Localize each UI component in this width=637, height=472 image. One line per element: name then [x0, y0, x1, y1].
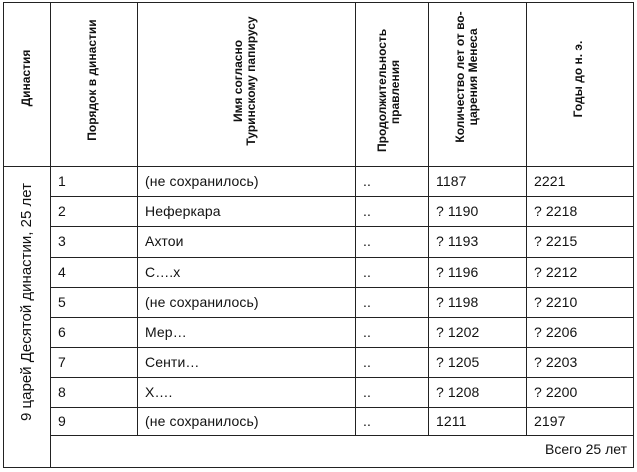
- order-cell: 4: [58, 264, 66, 280]
- years-bc-cell: ? 2203: [534, 354, 578, 370]
- header-duration: Продолжительность правления: [375, 28, 402, 152]
- years-bc-cell: ? 2206: [534, 324, 578, 340]
- years-bc-cell: 2197: [534, 413, 566, 429]
- duration-cell: ..: [363, 173, 371, 189]
- order-cell: 9: [58, 413, 66, 429]
- order-cell: 7: [58, 354, 66, 370]
- header-years-from-menes: Количество лет от во-царения Менеса: [453, 11, 480, 143]
- column-divider: [137, 2, 138, 435]
- header-years-bc: Годы до н. э.: [571, 40, 585, 118]
- dynasty-label: 9 царей Десятой династии, 25 лет: [18, 183, 35, 421]
- column-divider: [526, 2, 527, 435]
- duration-cell: ..: [363, 203, 371, 219]
- name-cell: Ахтои: [145, 233, 184, 249]
- header-name: Имя согласно Туринскому папирусу: [231, 16, 258, 146]
- header-divider: [3, 166, 634, 167]
- order-cell: 3: [58, 233, 66, 249]
- column-divider: [50, 2, 51, 468]
- duration-cell: ..: [363, 233, 371, 249]
- years-from-menes-cell: 1211: [436, 413, 467, 429]
- header-order: Порядок в династии: [85, 19, 99, 141]
- years-from-menes-cell: ? 1202: [436, 324, 480, 340]
- name-cell: (не сохранилось): [145, 294, 259, 310]
- row-divider: [50, 435, 634, 436]
- column-divider: [428, 2, 429, 435]
- years-from-menes-cell: 1187: [436, 173, 467, 189]
- years-bc-cell: ? 2212: [534, 264, 578, 280]
- years-bc-cell: ? 2200: [534, 384, 578, 400]
- years-bc-cell: 2221: [534, 173, 566, 189]
- order-cell: 8: [58, 384, 66, 400]
- name-cell: С….х: [145, 264, 181, 280]
- years-bc-cell: ? 2215: [534, 233, 578, 249]
- name-cell: (не сохранилось): [145, 413, 259, 429]
- order-cell: 2: [58, 203, 66, 219]
- column-divider: [355, 2, 356, 435]
- duration-cell: ..: [363, 324, 371, 340]
- duration-cell: ..: [363, 264, 371, 280]
- header-dynasty: Династия: [19, 49, 33, 107]
- name-cell: Сенти…: [145, 354, 200, 370]
- order-cell: 1: [58, 173, 66, 189]
- order-cell: 5: [58, 294, 66, 310]
- name-cell: Неферкара: [145, 203, 221, 219]
- duration-cell: ..: [363, 413, 371, 429]
- name-cell: (не сохранилось): [145, 173, 259, 189]
- years-from-menes-cell: ? 1190: [436, 203, 479, 219]
- name-cell: Мер…: [145, 324, 187, 340]
- total-label: Всего 25 лет: [545, 441, 627, 457]
- name-cell: Х….: [145, 384, 173, 400]
- years-from-menes-cell: ? 1208: [436, 384, 480, 400]
- order-cell: 6: [58, 324, 66, 340]
- years-from-menes-cell: ? 1196: [436, 264, 479, 280]
- years-from-menes-cell: ? 1198: [436, 294, 479, 310]
- years-bc-cell: ? 2218: [534, 203, 578, 219]
- duration-cell: ..: [363, 354, 371, 370]
- years-from-menes-cell: ? 1205: [436, 354, 480, 370]
- years-from-menes-cell: ? 1193: [436, 233, 479, 249]
- years-bc-cell: ? 2210: [534, 294, 578, 310]
- duration-cell: ..: [363, 294, 371, 310]
- duration-cell: ..: [363, 384, 371, 400]
